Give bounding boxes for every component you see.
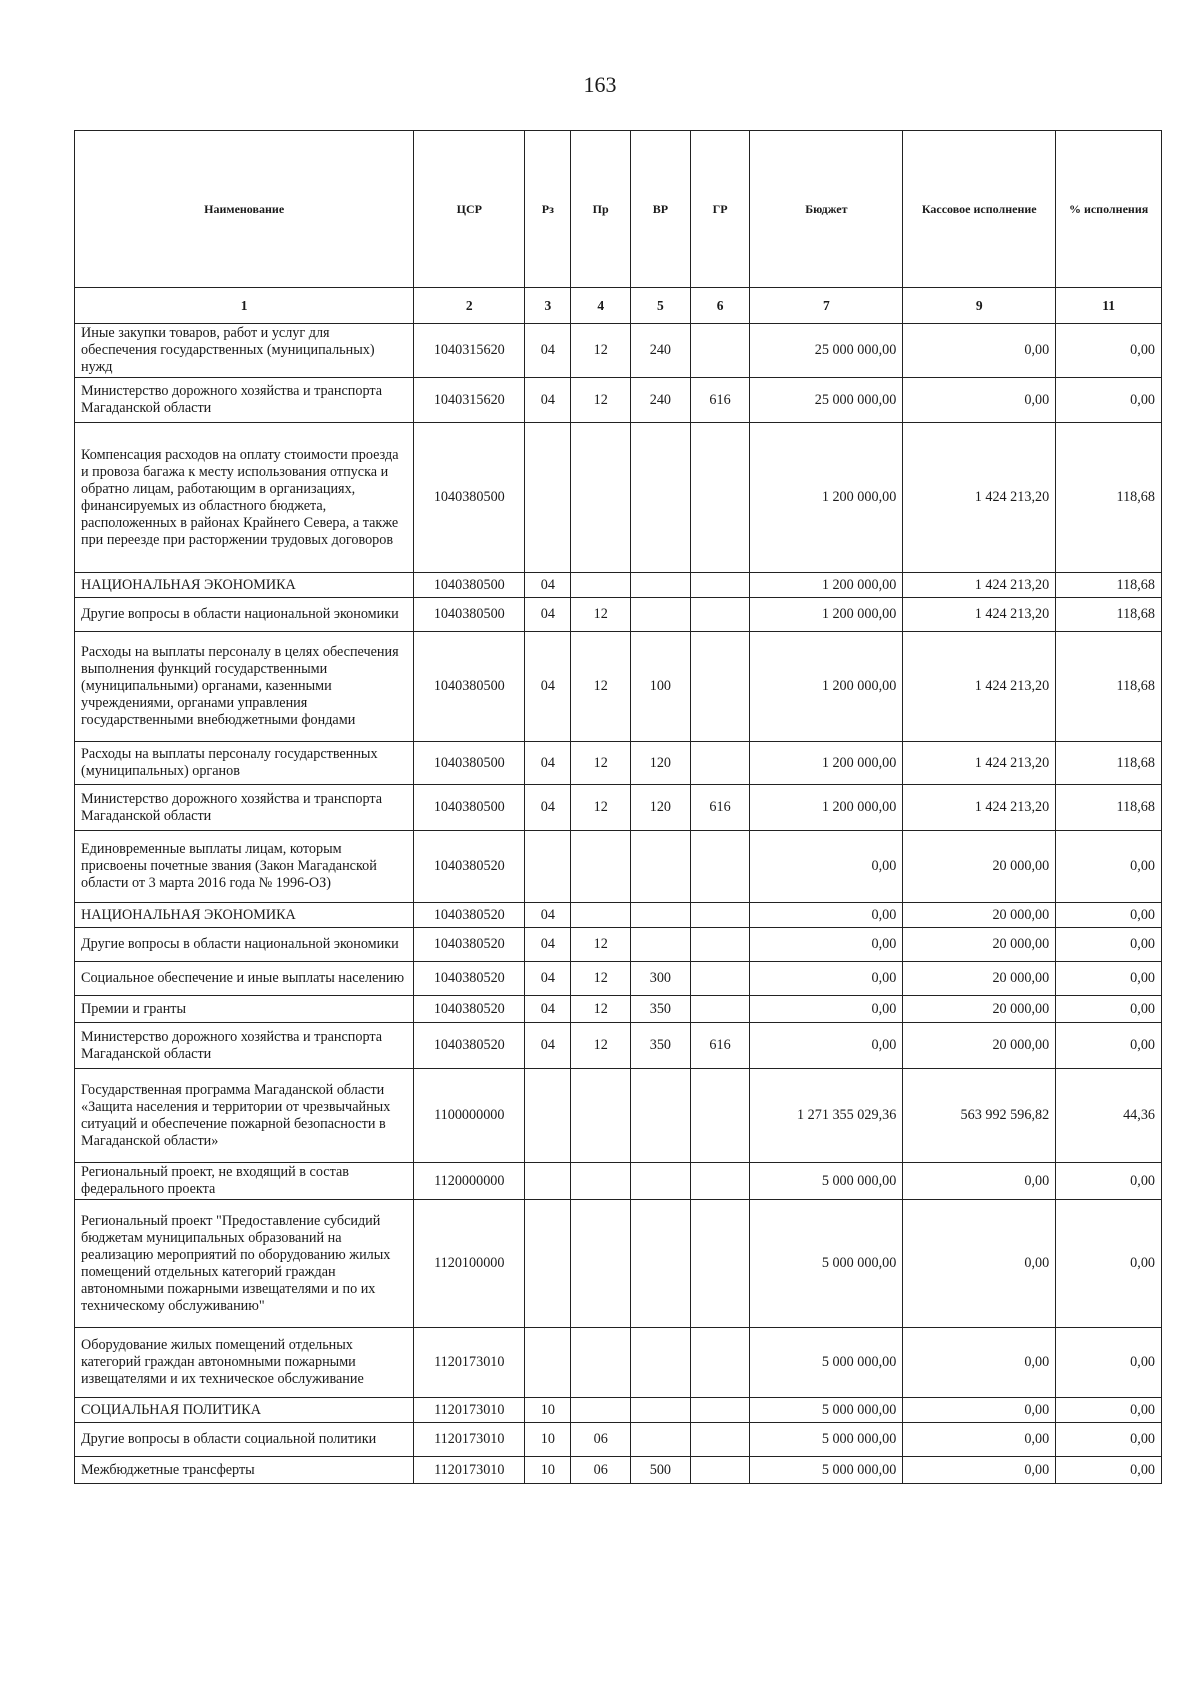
row-pr: 12 xyxy=(571,378,631,423)
row-pct: 0,00 xyxy=(1056,324,1162,378)
row-gr xyxy=(690,573,750,598)
row-cash: 1 424 213,20 xyxy=(903,632,1056,742)
row-pr xyxy=(571,1163,631,1200)
row-cash: 0,00 xyxy=(903,378,1056,423)
row-pr: 12 xyxy=(571,996,631,1023)
column-number-row xyxy=(75,288,1162,324)
column-number: 1 xyxy=(75,288,414,324)
row-pr: 06 xyxy=(571,1457,631,1484)
row-csr: 1040380500 xyxy=(414,573,525,598)
column-number: 11 xyxy=(1056,288,1162,324)
row-vr xyxy=(631,423,691,573)
row-name: Единовременные выплаты лицам, которым присвоены почетные звания (Закон Магаданской области от 3 марта 2016 года № 1996-ОЗ) xyxy=(75,831,414,903)
row-vr: 350 xyxy=(631,1023,691,1069)
row-vr xyxy=(631,928,691,962)
row-name: Компенсация расходов на оплату стоимости проезда и провоза багажа к месту использования отпуска и обратно лицам, работающим в организациях, финансируемых из областного бюджета, расположенных в районах Крайнего Севера, а также при переезде при расторжении трудовых договоров xyxy=(75,423,414,573)
row-budget: 1 200 000,00 xyxy=(750,573,903,598)
row-pct: 0,00 xyxy=(1056,1398,1162,1423)
column-number: 6 xyxy=(690,288,750,324)
header-gr: ГР xyxy=(690,131,750,288)
row-csr: 1040380520 xyxy=(414,962,525,996)
row-rz: 10 xyxy=(525,1423,571,1457)
column-number: 7 xyxy=(750,288,903,324)
row-csr: 1040380520 xyxy=(414,903,525,928)
header-rz: Рз xyxy=(525,131,571,288)
row-pct: 0,00 xyxy=(1056,1328,1162,1398)
row-gr xyxy=(690,632,750,742)
row-name: Расходы на выплаты персоналу государственных (муниципальных) органов xyxy=(75,742,414,785)
row-pr xyxy=(571,423,631,573)
row-rz: 04 xyxy=(525,903,571,928)
row-pr xyxy=(571,573,631,598)
row-rz xyxy=(525,1163,571,1200)
row-csr: 1040380500 xyxy=(414,742,525,785)
row-rz xyxy=(525,1328,571,1398)
row-cash: 20 000,00 xyxy=(903,1023,1056,1069)
row-cash: 1 424 213,20 xyxy=(903,598,1056,632)
row-cash: 20 000,00 xyxy=(903,903,1056,928)
column-number: 9 xyxy=(903,288,1056,324)
row-name: Иные закупки товаров, работ и услуг для обеспечения государственных (муниципальных) нужд xyxy=(75,324,414,378)
row-cash: 0,00 xyxy=(903,1328,1056,1398)
row-rz: 04 xyxy=(525,324,571,378)
row-csr: 1040380520 xyxy=(414,1023,525,1069)
table-row xyxy=(75,423,1162,573)
table-row xyxy=(75,573,1162,598)
row-name: Министерство дорожного хозяйства и транспорта Магаданской области xyxy=(75,785,414,831)
row-budget: 5 000 000,00 xyxy=(750,1423,903,1457)
row-rz: 04 xyxy=(525,962,571,996)
row-pct: 118,68 xyxy=(1056,785,1162,831)
row-name: Министерство дорожного хозяйства и транспорта Магаданской области xyxy=(75,378,414,423)
row-rz: 04 xyxy=(525,378,571,423)
row-csr: 1040315620 xyxy=(414,324,525,378)
row-rz: 04 xyxy=(525,632,571,742)
row-name: Межбюджетные трансферты xyxy=(75,1457,414,1484)
row-vr: 350 xyxy=(631,996,691,1023)
header-budget: Бюджет xyxy=(750,131,903,288)
row-budget: 1 200 000,00 xyxy=(750,632,903,742)
table-row xyxy=(75,1457,1162,1484)
row-csr: 1120173010 xyxy=(414,1457,525,1484)
row-gr xyxy=(690,1328,750,1398)
row-name: Социальное обеспечение и иные выплаты населению xyxy=(75,962,414,996)
row-vr xyxy=(631,903,691,928)
row-pct: 0,00 xyxy=(1056,996,1162,1023)
header-csr: ЦСР xyxy=(414,131,525,288)
row-vr xyxy=(631,1200,691,1328)
row-csr: 1040380500 xyxy=(414,423,525,573)
row-vr xyxy=(631,1423,691,1457)
row-pr: 12 xyxy=(571,962,631,996)
row-rz xyxy=(525,831,571,903)
table-row xyxy=(75,378,1162,423)
row-cash: 0,00 xyxy=(903,1423,1056,1457)
row-cash: 0,00 xyxy=(903,1163,1056,1200)
row-name: Другие вопросы в области национальной экономики xyxy=(75,928,414,962)
row-csr: 1040380520 xyxy=(414,928,525,962)
header-vr: ВР xyxy=(631,131,691,288)
table-row xyxy=(75,1023,1162,1069)
row-gr xyxy=(690,1163,750,1200)
row-gr xyxy=(690,742,750,785)
row-vr xyxy=(631,573,691,598)
row-rz: 04 xyxy=(525,742,571,785)
header-row xyxy=(75,131,1162,288)
row-rz: 04 xyxy=(525,1023,571,1069)
row-pr xyxy=(571,903,631,928)
row-gr xyxy=(690,903,750,928)
row-rz: 10 xyxy=(525,1398,571,1423)
row-pct: 0,00 xyxy=(1056,1200,1162,1328)
row-pr: 12 xyxy=(571,324,631,378)
row-cash: 20 000,00 xyxy=(903,928,1056,962)
row-budget: 25 000 000,00 xyxy=(750,324,903,378)
row-rz xyxy=(525,1069,571,1163)
row-vr: 100 xyxy=(631,632,691,742)
row-cash: 0,00 xyxy=(903,1457,1056,1484)
row-gr xyxy=(690,1200,750,1328)
row-pct: 0,00 xyxy=(1056,928,1162,962)
row-name: Региональный проект "Предоставление субсидий бюджетам муниципальных образований на реализацию мероприятий по оборудованию жилых помещений отдельных категорий граждан автономными пожарными извещателями и по их техническому обслуживанию" xyxy=(75,1200,414,1328)
row-csr: 1120173010 xyxy=(414,1398,525,1423)
page-number: 163 xyxy=(583,72,617,97)
row-pr: 12 xyxy=(571,785,631,831)
row-pct: 0,00 xyxy=(1056,903,1162,928)
row-budget: 25 000 000,00 xyxy=(750,378,903,423)
row-gr xyxy=(690,1457,750,1484)
row-cash: 0,00 xyxy=(903,324,1056,378)
table-row xyxy=(75,632,1162,742)
column-number: 3 xyxy=(525,288,571,324)
row-vr: 300 xyxy=(631,962,691,996)
row-budget: 0,00 xyxy=(750,831,903,903)
row-cash: 20 000,00 xyxy=(903,962,1056,996)
row-cash: 1 424 213,20 xyxy=(903,423,1056,573)
row-pct: 118,68 xyxy=(1056,632,1162,742)
row-pr: 12 xyxy=(571,1023,631,1069)
row-pct: 0,00 xyxy=(1056,378,1162,423)
row-name: Другие вопросы в области национальной экономики xyxy=(75,598,414,632)
row-csr: 1120173010 xyxy=(414,1328,525,1398)
row-budget: 1 271 355 029,36 xyxy=(750,1069,903,1163)
row-rz: 04 xyxy=(525,598,571,632)
row-pr: 06 xyxy=(571,1423,631,1457)
row-name: Оборудование жилых помещений отдельных категорий граждан автономными пожарными извещателями и их техническое обслуживание xyxy=(75,1328,414,1398)
row-csr: 1040380500 xyxy=(414,785,525,831)
column-number: 2 xyxy=(414,288,525,324)
row-name: НАЦИОНАЛЬНАЯ ЭКОНОМИКА xyxy=(75,903,414,928)
row-vr xyxy=(631,1069,691,1163)
row-rz xyxy=(525,1200,571,1328)
row-pr: 12 xyxy=(571,598,631,632)
row-pct: 0,00 xyxy=(1056,1023,1162,1069)
table-row xyxy=(75,785,1162,831)
row-csr: 1120173010 xyxy=(414,1423,525,1457)
row-pct: 44,36 xyxy=(1056,1069,1162,1163)
row-vr xyxy=(631,1328,691,1398)
row-gr xyxy=(690,1398,750,1423)
row-pr xyxy=(571,831,631,903)
row-vr xyxy=(631,1163,691,1200)
row-vr: 120 xyxy=(631,742,691,785)
table-row xyxy=(75,1423,1162,1457)
row-cash: 1 424 213,20 xyxy=(903,573,1056,598)
row-pr: 12 xyxy=(571,632,631,742)
table-row xyxy=(75,962,1162,996)
table-row xyxy=(75,831,1162,903)
row-pct: 118,68 xyxy=(1056,573,1162,598)
row-pr xyxy=(571,1200,631,1328)
row-gr: 616 xyxy=(690,1023,750,1069)
row-gr: 616 xyxy=(690,378,750,423)
table-body xyxy=(75,324,1162,1484)
row-vr xyxy=(631,598,691,632)
table-row xyxy=(75,1398,1162,1423)
row-name: Премии и гранты xyxy=(75,996,414,1023)
table-row xyxy=(75,996,1162,1023)
row-gr xyxy=(690,598,750,632)
row-rz: 04 xyxy=(525,996,571,1023)
budget-execution-table xyxy=(74,130,1162,1484)
table-row xyxy=(75,742,1162,785)
row-csr: 1040315620 xyxy=(414,378,525,423)
row-csr: 1100000000 xyxy=(414,1069,525,1163)
row-pct: 118,68 xyxy=(1056,742,1162,785)
row-gr xyxy=(690,423,750,573)
row-budget: 5 000 000,00 xyxy=(750,1163,903,1200)
row-pr xyxy=(571,1398,631,1423)
table-row xyxy=(75,598,1162,632)
row-pct: 118,68 xyxy=(1056,598,1162,632)
column-number: 4 xyxy=(571,288,631,324)
column-number: 5 xyxy=(631,288,691,324)
row-gr: 616 xyxy=(690,785,750,831)
row-budget: 1 200 000,00 xyxy=(750,598,903,632)
row-vr xyxy=(631,1398,691,1423)
row-budget: 5 000 000,00 xyxy=(750,1328,903,1398)
row-gr xyxy=(690,324,750,378)
header-cash: Кассовое исполнение xyxy=(903,131,1056,288)
row-name: Региональный проект, не входящий в состав федерального проекта xyxy=(75,1163,414,1200)
row-name: Государственная программа Магаданской области «Защита населения и территории от чрезвычайных ситуаций и обеспечение пожарной безопасности в Магаданской области» xyxy=(75,1069,414,1163)
row-pct: 0,00 xyxy=(1056,1423,1162,1457)
row-gr xyxy=(690,1423,750,1457)
header-pct: % исполнения xyxy=(1056,131,1162,288)
row-csr: 1040380520 xyxy=(414,996,525,1023)
row-budget: 0,00 xyxy=(750,903,903,928)
row-csr: 1120000000 xyxy=(414,1163,525,1200)
row-vr xyxy=(631,831,691,903)
row-budget: 0,00 xyxy=(750,996,903,1023)
row-budget: 0,00 xyxy=(750,928,903,962)
row-cash: 563 992 596,82 xyxy=(903,1069,1056,1163)
row-gr xyxy=(690,1069,750,1163)
row-name: Расходы на выплаты персоналу в целях обеспечения выполнения функций государственными (муниципальными) органами, казенными учреждениями, органами управления государственными внебюджетными фондами xyxy=(75,632,414,742)
table-row xyxy=(75,324,1162,378)
row-budget: 1 200 000,00 xyxy=(750,785,903,831)
row-name: СОЦИАЛЬНАЯ ПОЛИТИКА xyxy=(75,1398,414,1423)
table-row xyxy=(75,903,1162,928)
row-budget: 5 000 000,00 xyxy=(750,1398,903,1423)
row-pr: 12 xyxy=(571,742,631,785)
row-name: НАЦИОНАЛЬНАЯ ЭКОНОМИКА xyxy=(75,573,414,598)
row-rz xyxy=(525,423,571,573)
row-pct: 0,00 xyxy=(1056,1457,1162,1484)
row-gr xyxy=(690,996,750,1023)
table-row xyxy=(75,1328,1162,1398)
table-row xyxy=(75,1163,1162,1200)
row-csr: 1040380520 xyxy=(414,831,525,903)
row-gr xyxy=(690,831,750,903)
row-pr xyxy=(571,1328,631,1398)
row-name: Другие вопросы в области социальной политики xyxy=(75,1423,414,1457)
row-budget: 0,00 xyxy=(750,1023,903,1069)
table-row xyxy=(75,928,1162,962)
row-pct: 0,00 xyxy=(1056,1163,1162,1200)
row-gr xyxy=(690,928,750,962)
row-pct: 0,00 xyxy=(1056,831,1162,903)
row-budget: 1 200 000,00 xyxy=(750,742,903,785)
table-row xyxy=(75,1069,1162,1163)
row-rz: 10 xyxy=(525,1457,571,1484)
row-name: Министерство дорожного хозяйства и транспорта Магаданской области xyxy=(75,1023,414,1069)
row-pct: 118,68 xyxy=(1056,423,1162,573)
table-row xyxy=(75,1200,1162,1328)
row-csr: 1040380500 xyxy=(414,632,525,742)
row-cash: 0,00 xyxy=(903,1200,1056,1328)
row-budget: 0,00 xyxy=(750,962,903,996)
row-rz: 04 xyxy=(525,785,571,831)
row-budget: 5 000 000,00 xyxy=(750,1457,903,1484)
row-budget: 1 200 000,00 xyxy=(750,423,903,573)
row-pr: 12 xyxy=(571,928,631,962)
row-vr: 240 xyxy=(631,378,691,423)
row-csr: 1120100000 xyxy=(414,1200,525,1328)
header-pr: Пр xyxy=(571,131,631,288)
row-cash: 1 424 213,20 xyxy=(903,785,1056,831)
row-gr xyxy=(690,962,750,996)
row-budget: 5 000 000,00 xyxy=(750,1200,903,1328)
row-rz: 04 xyxy=(525,928,571,962)
row-vr: 240 xyxy=(631,324,691,378)
row-vr: 500 xyxy=(631,1457,691,1484)
row-pr xyxy=(571,1069,631,1163)
header-name: Наименование xyxy=(75,131,414,288)
row-cash: 0,00 xyxy=(903,1398,1056,1423)
row-pct: 0,00 xyxy=(1056,962,1162,996)
row-cash: 20 000,00 xyxy=(903,996,1056,1023)
row-vr: 120 xyxy=(631,785,691,831)
row-csr: 1040380500 xyxy=(414,598,525,632)
row-cash: 1 424 213,20 xyxy=(903,742,1056,785)
row-cash: 20 000,00 xyxy=(903,831,1056,903)
row-rz: 04 xyxy=(525,573,571,598)
